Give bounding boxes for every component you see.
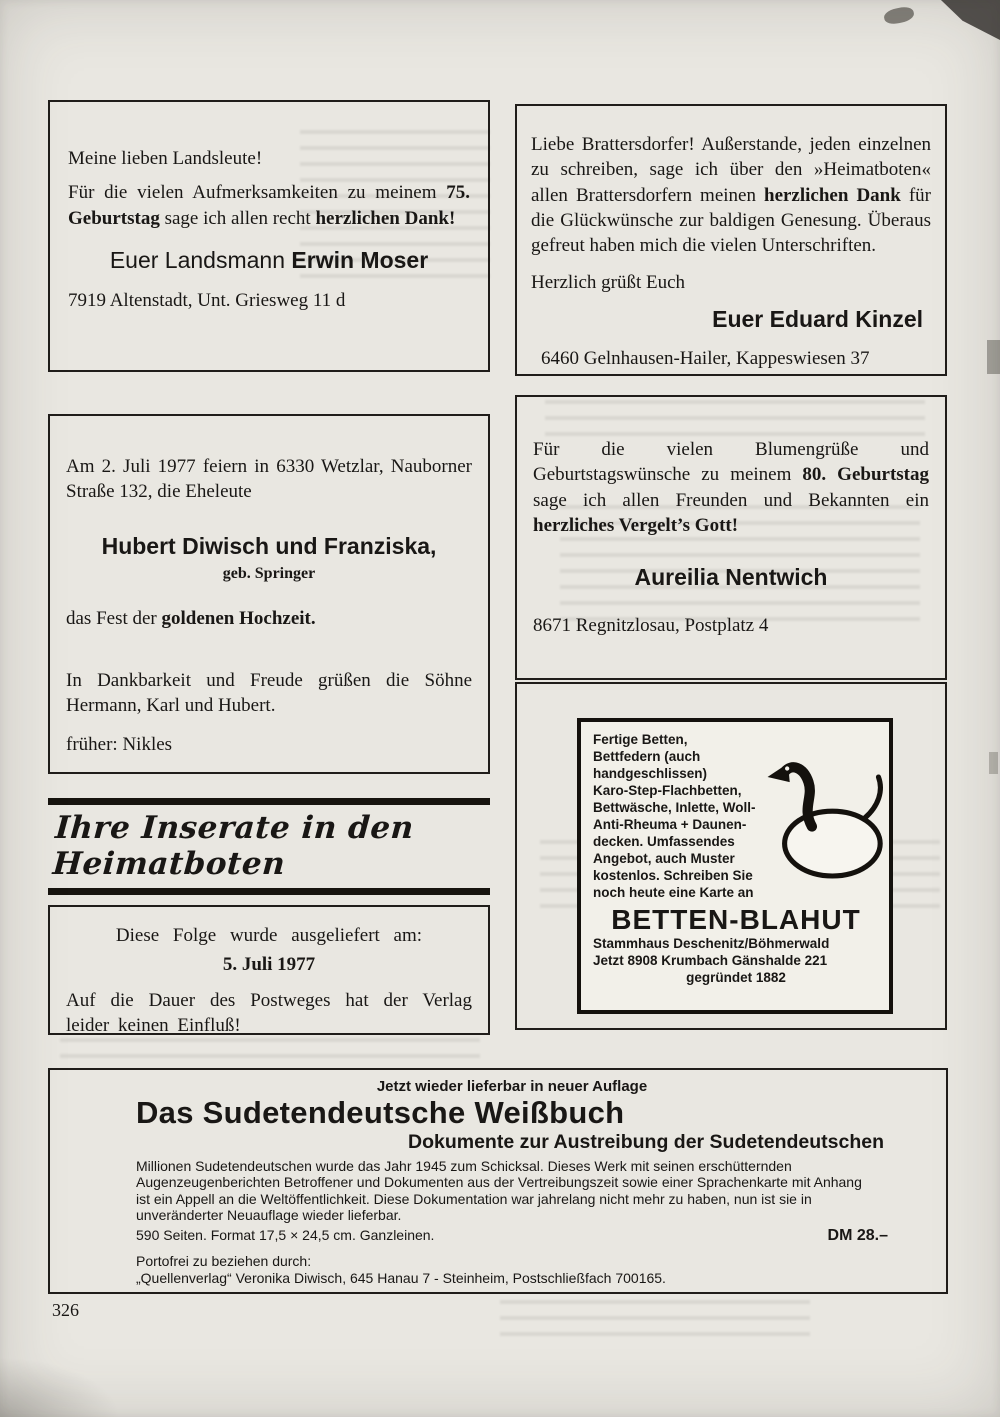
ad-kicker: Jetzt wieder lieferbar in neuer Auflage <box>376 1078 648 1095</box>
format-price-row <box>136 1227 888 1245</box>
ad-text-line: Fertige Betten, <box>593 732 688 747</box>
ad-address-line: Jetzt 8908 Krumbach Gänshalde 221 <box>593 952 828 968</box>
ad-text-line: Anti-Rheuma + Daunen- <box>593 817 747 832</box>
delivery-date: 5. Juli 1977 <box>222 954 316 976</box>
text-run-bold: herzlichen Dank! <box>315 207 456 229</box>
closing-line: Herzlich grüßt Euch <box>531 272 686 294</box>
ad-founded-line: gegründet 1882 <box>686 969 786 985</box>
price: DM 28.– <box>827 1226 888 1244</box>
page-number: 326 <box>52 1300 79 1320</box>
bleed-through-text <box>60 1038 480 1064</box>
announcement-body <box>68 180 470 231</box>
signature-prefix: Euer Landsmann <box>109 246 292 273</box>
betten-blahut-ad <box>577 718 893 1014</box>
banner-rule-top <box>48 798 490 805</box>
signature-name: Euer Eduard Kinzel <box>712 305 923 332</box>
scan-smudge-top-right-small <box>883 5 915 26</box>
scan-shadow-bottom-left <box>0 1357 120 1417</box>
delivery-line: Diese Folge wurde ausgeliefert am: <box>115 925 423 946</box>
ad-text-line: handgeschlissen) <box>593 766 708 781</box>
announcement-box-kinzel <box>515 104 947 376</box>
text-run: sage ich allen Freunden und Bekannten ein <box>533 489 929 511</box>
inserate-banner <box>48 798 490 895</box>
order-label: Portofrei zu beziehen durch: <box>136 1252 312 1269</box>
order-address: „Quellenverlag“ Veronika Diwisch, 645 Hanau 7 - Steinheim, Postschließfach 700165. <box>136 1269 666 1286</box>
text-run: Liebe Brattersdorfer! Außerstande, jeden einzelnen zu schreiben, sage ich über den »Heimatboten« allen Brattersdorfern meinen <box>531 134 931 206</box>
announcement-body <box>531 132 931 258</box>
text-run-bold: 75. Geburtstag <box>68 182 470 229</box>
scan-smudge-right-edge-low <box>989 752 998 774</box>
ad-text-line: Angebot, auch Muster <box>593 851 735 866</box>
weissbuch-ad-box <box>48 1068 948 1294</box>
banner-rule-bottom <box>48 888 490 895</box>
text-run: sage ich allen recht <box>159 207 316 229</box>
formerly-line: früher: Nikles <box>66 734 173 756</box>
announcement-body <box>533 437 929 538</box>
signature-line <box>68 245 470 276</box>
text-run-bold: goldenen Hochzeit. <box>161 608 316 630</box>
event-line <box>66 606 472 631</box>
banner-script-text: Ihre Inserate in den Heimatboten <box>51 810 415 882</box>
delivery-notice-box <box>48 905 490 1035</box>
scan-smudge-top-right <box>928 0 1000 40</box>
text-run-bold: herzlichen Dank <box>764 184 901 206</box>
announcement-box-moser <box>48 100 490 372</box>
couple-names: Hubert Diwisch und Franziska, <box>101 532 437 559</box>
maiden-name: geb. Springer <box>222 565 316 583</box>
text-run: Für die vielen Aufmerksamkeiten zu meinem <box>68 182 447 204</box>
ad-address-line: Stammhaus Deschenitz/Böhmerwald <box>593 936 830 951</box>
ad-text-line: noch heute eine Karte an <box>593 885 754 900</box>
greeting-line: In Dankbarkeit und Freude grüßen die Söhne Hermann, Karl und Hubert. <box>66 669 472 716</box>
text-run-bold: 80. Geburtstag <box>802 464 929 486</box>
address-line: 8671 Regnitzlosau, Postplatz 4 <box>533 614 769 636</box>
address-line: 7919 Altenstadt, Unt. Griesweg 11 d <box>68 290 346 312</box>
ad-text-line: Bettfedern (auch <box>593 749 701 764</box>
advert-outer-box <box>515 682 947 1030</box>
announcement-box-diwisch <box>48 414 490 774</box>
text-run-bold: herzliches Vergelt’s Gott! <box>533 514 739 536</box>
ad-text-line: Karo-Step-Flachbetten, <box>593 783 742 798</box>
delivery-note: Auf die Dauer des Postweges hat der Verlag leider keinen Einfluß! <box>66 989 472 1036</box>
ad-text-line: decken. Umfassendes <box>593 834 735 849</box>
ad-text-line: Bettwäsche, Inlette, Woll- <box>593 800 756 815</box>
address-line: 6460 Gelnhausen-Hailer, Kappeswiesen 37 <box>541 348 870 370</box>
salutation: Meine lieben Landsleute! <box>68 148 263 169</box>
format-line: 590 Seiten. Format 17,5 × 24,5 cm. Ganzleinen. <box>136 1226 435 1243</box>
announcement-box-nentwich <box>515 395 947 680</box>
ad-brand-name: BETTEN-BLAHUT <box>611 904 861 935</box>
book-description: Millionen Sudetendeutschen wurde das Jahr 1945 zum Schicksal. Dieses Werk mit seinen erschütternden Augenzeugenberichten Betroffener und Dokumenten aus der Vertreibungszeit sowie einer Sprachenkarte mit Anhang ist ein Appell an die Weltöffentlichkeit. Diese Dokumentation war jahrelang nicht mehr zu haben, nun ist sie in unveränderter Neuauflage wieder lieferbar. <box>136 1157 862 1224</box>
ad-text-line: kostenlos. Schreiben Sie <box>593 868 753 883</box>
text-run: Für die vielen Blumengrüße und Geburtstagswünsche zu meinem <box>533 439 929 486</box>
book-subtitle: Dokumente zur Austreibung der Sudetendeutschen <box>408 1130 884 1153</box>
bleed-through-text <box>500 1300 810 1340</box>
signature-name: Aureilia Nentwich <box>634 564 828 591</box>
signature-name: Erwin Moser <box>291 246 429 273</box>
text-run: das Fest der <box>66 608 162 630</box>
scan-smudge-right-edge <box>987 340 1000 374</box>
book-title: Das Sudetendeutsche Weißbuch <box>136 1095 625 1130</box>
text-run: für die Glückwünsche zur baldigen Genesung. Überaus gefreut haben mich die vielen Unterschriften. <box>531 184 931 257</box>
announcement-intro: Am 2. Juli 1977 feiern in 6330 Wetzlar, Nauborner Straße 132, die Eheleute <box>66 456 472 503</box>
